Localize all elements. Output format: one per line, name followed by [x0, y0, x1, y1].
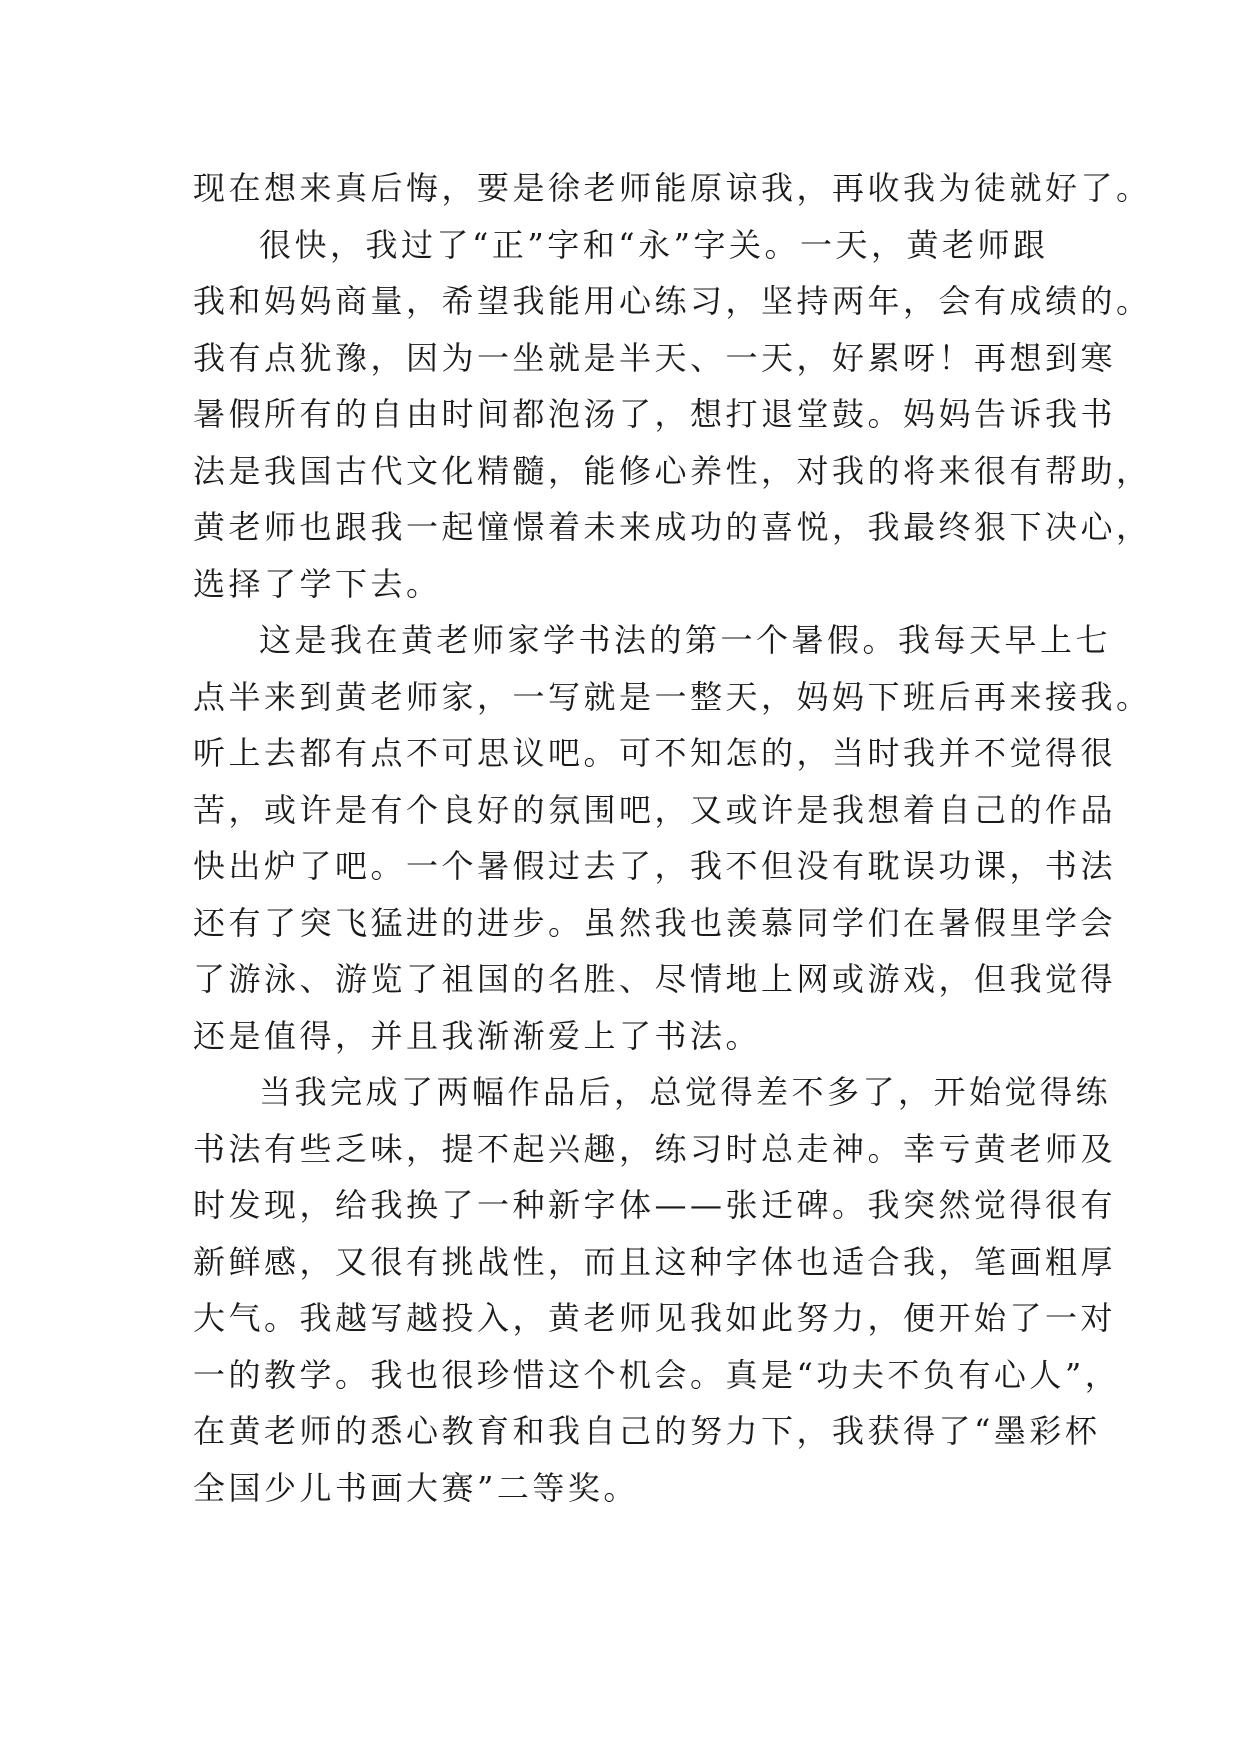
- text-line: 法是我国古代文化精髓，能修心养性，对我的将来很有帮助，: [193, 451, 1152, 490]
- text-line: 听上去都有点不可思议吧。可不知怎的，当时我并不觉得很: [193, 734, 1117, 772]
- text-line: 一的教学。我也很珍惜这个机会。真是“功夫不负有心人”，: [193, 1355, 1121, 1394]
- text-line: 我有点犹豫，因为一坐就是半天、一天，好累呀！再想到寒: [193, 338, 1117, 377]
- text-line: 在黄老师的悉心教育和我自己的努力下，我获得了“墨彩杯: [193, 1412, 1101, 1450]
- text-line: 我和妈妈商量，希望我能用心练习，坚持两年，会有成绩的。: [193, 282, 1152, 320]
- text-line: 快出炉了吧。一个暑假过去了，我不但没有耽误功课，书法: [193, 847, 1117, 885]
- text-line: 选择了学下去。: [193, 564, 442, 603]
- text-line: 黄老师也跟我一起憧憬着未来成功的喜悦，我最终狠下决心，: [193, 508, 1152, 546]
- text-line: 全国少儿书画大赛”二等奖。: [193, 1468, 639, 1507]
- text-line: 书法有些乏味，提不起兴趣，练习时总走神。幸亏黄老师及: [193, 1129, 1117, 1168]
- text-line: 了游泳、游览了祖国的名胜、尽情地上网或游戏，但我觉得: [193, 960, 1117, 998]
- text-line: 苦，或许是有个良好的氛围吧，又或许是我想着自己的作品: [193, 790, 1117, 829]
- text-line: 还有了突飞猛进的进步。虽然我也羡慕同学们在暑假里学会: [193, 903, 1117, 942]
- text-line: 点半来到黄老师家，一写就是一整天，妈妈下班后再来接我。: [193, 677, 1152, 716]
- paragraph-first-line: 很快，我过了“正”字和“永”字关。一天，黄老师跟: [259, 225, 1049, 264]
- text-line: 还是值得，并且我渐渐爱上了书法。: [193, 1016, 762, 1055]
- paragraph-first-line: 这是我在黄老师家学书法的第一个暑假。我每天早上七: [259, 621, 1112, 659]
- body-text: [193, 160, 1152, 1516]
- text-line: 暑假所有的自由时间都泡汤了，想打退堂鼓。妈妈告诉我书: [193, 395, 1117, 433]
- text-line: 大气。我越写越投入，黄老师见我如此努力，便开始了一对: [193, 1299, 1117, 1337]
- text-line: 新鲜感，又很有挑战性，而且这种字体也适合我，笔画粗厚: [193, 1242, 1117, 1281]
- text-line: 现在想来真后悔，要是徐老师能原谅我，再收我为徒就好了。: [193, 169, 1152, 207]
- text-line: 时发现，给我换了一种新字体——张迁碑。我突然觉得很有: [193, 1186, 1117, 1224]
- paragraph-first-line: 当我完成了两幅作品后，总觉得差不多了，开始觉得练: [259, 1073, 1112, 1111]
